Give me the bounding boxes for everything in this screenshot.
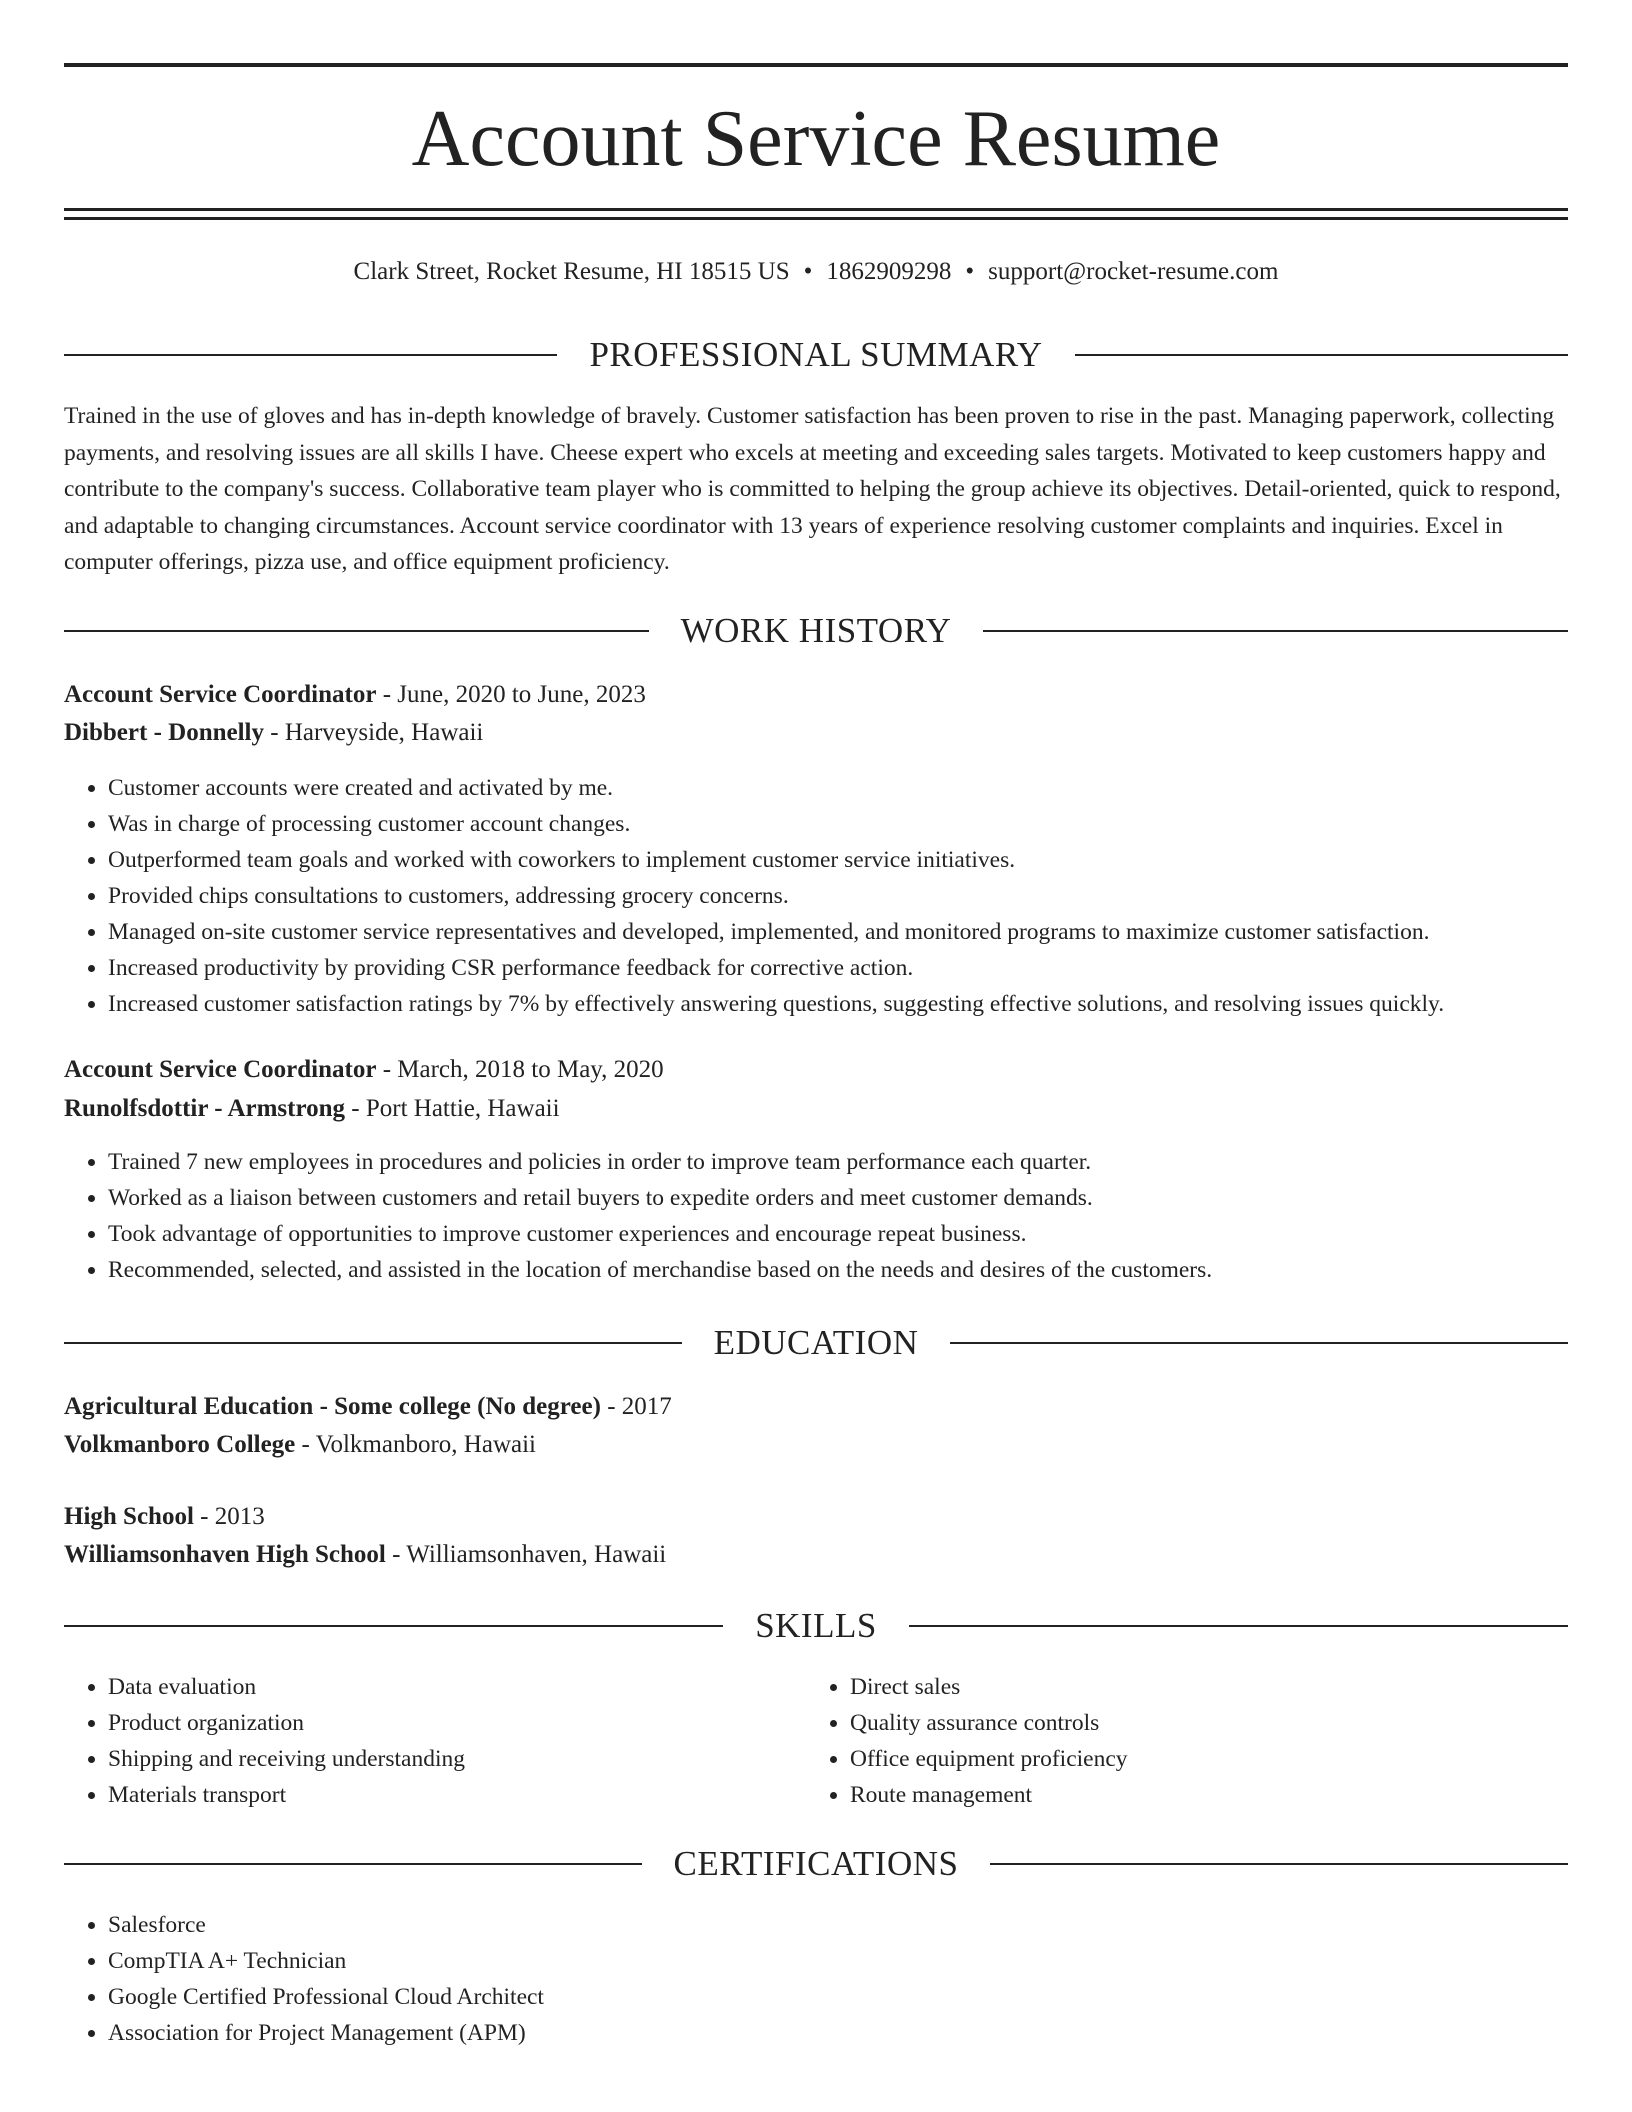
education-location: - Volkmanboro, Hawaii [295, 1431, 536, 1458]
job-company: Dibbert - Donnelly [64, 719, 264, 746]
job-bullet: • Customer accounts were created and activated by me. [108, 770, 1444, 806]
job-bullet: • Took advantage of opportunities to improve customer experiences and encourage repeat business. [108, 1216, 1212, 1252]
skills-list-left [64, 1669, 465, 1813]
skill-item: • Route management [850, 1777, 1128, 1813]
heading-rule [64, 630, 649, 632]
skill-item: • Materials transport [108, 1777, 465, 1813]
certification-item: • Salesforce [108, 1907, 544, 1943]
contact-address: Clark Street, Rocket Resume, HI 18515 US [353, 258, 790, 285]
education-year: - 2017 [600, 1393, 672, 1420]
skill-item: • Product organization [108, 1705, 465, 1741]
contact-separator: • [965, 258, 975, 285]
job-location: - Port Hattie, Hawaii [345, 1095, 560, 1122]
job-bullet: • Recommended, selected, and assisted in the location of merchandise based on the needs and desires of the customers. [108, 1252, 1212, 1288]
job-bullet: • Was in charge of processing customer account changes. [108, 806, 1444, 842]
job-title: Account Service Coordinator [64, 681, 377, 708]
education-location: - Williamsonhaven, Hawaii [385, 1541, 667, 1568]
job-bullet: • Trained 7 new employees in procedures and policies in order to improve team performance each quarter. [108, 1144, 1212, 1180]
education-degree-line [64, 1389, 1568, 1425]
skill-item: • Data evaluation [108, 1669, 465, 1705]
job-location: - Harveyside, Hawaii [264, 719, 484, 746]
heading-rule [64, 1863, 642, 1865]
certifications-heading: CERTIFICATIONS [673, 1844, 959, 1883]
work-history-heading: WORK HISTORY [680, 611, 952, 650]
heading-rule [950, 1342, 1568, 1344]
education-degree-line [64, 1499, 1568, 1535]
contact-line [64, 254, 1568, 290]
heading-rule [1075, 354, 1568, 356]
heading-rule [909, 1625, 1568, 1627]
job-company: Runolfsdottir - Armstrong [64, 1095, 346, 1122]
education-school: Williamsonhaven High School [64, 1541, 386, 1568]
skills-section-heading [64, 1604, 1568, 1648]
job-bullet: • Increased productivity by providing CSR performance feedback for corrective action. [108, 950, 1444, 986]
job-title: Account Service Coordinator [64, 1056, 377, 1083]
heading-rule [983, 630, 1568, 632]
work-history-section-heading [64, 609, 1568, 653]
heading-rule [64, 1342, 682, 1344]
job-dates: - June, 2020 to June, 2023 [376, 681, 646, 708]
summary-heading: PROFESSIONAL SUMMARY [589, 335, 1043, 374]
job-title-line [64, 677, 1568, 713]
job-bullet-list [64, 1144, 1212, 1288]
contact-phone: 1862909298 [826, 258, 952, 285]
certifications-list [64, 1907, 544, 2051]
skill-item: • Office equipment proficiency [850, 1741, 1128, 1777]
education-heading: EDUCATION [713, 1323, 919, 1362]
summary-text: Trained in the use of gloves and has in-depth knowledge of bravely. Customer satisfaction has been proven to rise in the past. Managing paperwork, collecting payments, and resolving issues are all skills I have. Cheese expert who excels at meeting and exceeding sales targets. Motivated to keep customers happy and contribute to the company's success. Collaborative team player who is committed to helping the group achieve its objectives. Detail-oriented, quick to respond, and adaptable to changing circumstances. Account service coordinator with 13 years of experience resolving customer complaints and inquiries. Excel in computer offerings, pizza use, and office equipment proficiency. [64, 403, 1561, 575]
education-school: Volkmanboro College [64, 1431, 296, 1458]
education-school-line [64, 1537, 1568, 1573]
certification-item: • CompTIA A+ Technician [108, 1943, 544, 1979]
certification-item: • Google Certified Professional Cloud Architect [108, 1979, 544, 2015]
job-company-line [64, 715, 1568, 751]
heading-rule [64, 354, 557, 356]
education-year: - 2013 [193, 1503, 265, 1530]
education-degree: High School [64, 1503, 194, 1530]
certification-item: • Association for Project Management (APM) [108, 2015, 544, 2051]
skill-item: • Direct sales [850, 1669, 1128, 1705]
contact-email: support@rocket-resume.com [988, 258, 1279, 285]
heading-rule [64, 1625, 723, 1627]
job-bullet: • Worked as a liaison between customers and retail buyers to expedite orders and meet customer demands. [108, 1180, 1212, 1216]
education-section-heading [64, 1321, 1568, 1365]
skill-item: • Shipping and receiving understanding [108, 1741, 465, 1777]
job-bullet: • Increased customer satisfaction ratings by 7% by effectively answering questions, suggesting effective solutions, and resolving issues quickly. [108, 986, 1444, 1022]
summary-section-heading [64, 333, 1568, 377]
contact-separator: • [803, 258, 813, 285]
education-school-line [64, 1427, 1568, 1463]
certifications-section-heading [64, 1842, 1568, 1886]
education-degree: Agricultural Education - Some college (No degree) [64, 1393, 601, 1420]
resume-title: Account Service Resume [411, 95, 1221, 183]
top-rule [64, 63, 1568, 67]
skill-item: • Quality assurance controls [850, 1705, 1128, 1741]
job-bullet: • Managed on-site customer service representatives and developed, implemented, and monitored programs to maximize customer satisfaction. [108, 914, 1444, 950]
skills-heading: SKILLS [755, 1606, 877, 1645]
heading-rule [990, 1863, 1568, 1865]
skills-list-right [806, 1669, 1128, 1813]
job-title-line [64, 1052, 1568, 1088]
job-company-line [64, 1091, 1568, 1127]
job-dates: - March, 2018 to May, 2020 [376, 1056, 664, 1083]
job-bullet: • Provided chips consultations to customers, addressing grocery concerns. [108, 878, 1444, 914]
title-double-rule [64, 208, 1568, 220]
job-bullet: • Outperformed team goals and worked with coworkers to implement customer service initiatives. [108, 842, 1444, 878]
job-bullet-list [64, 770, 1444, 1022]
